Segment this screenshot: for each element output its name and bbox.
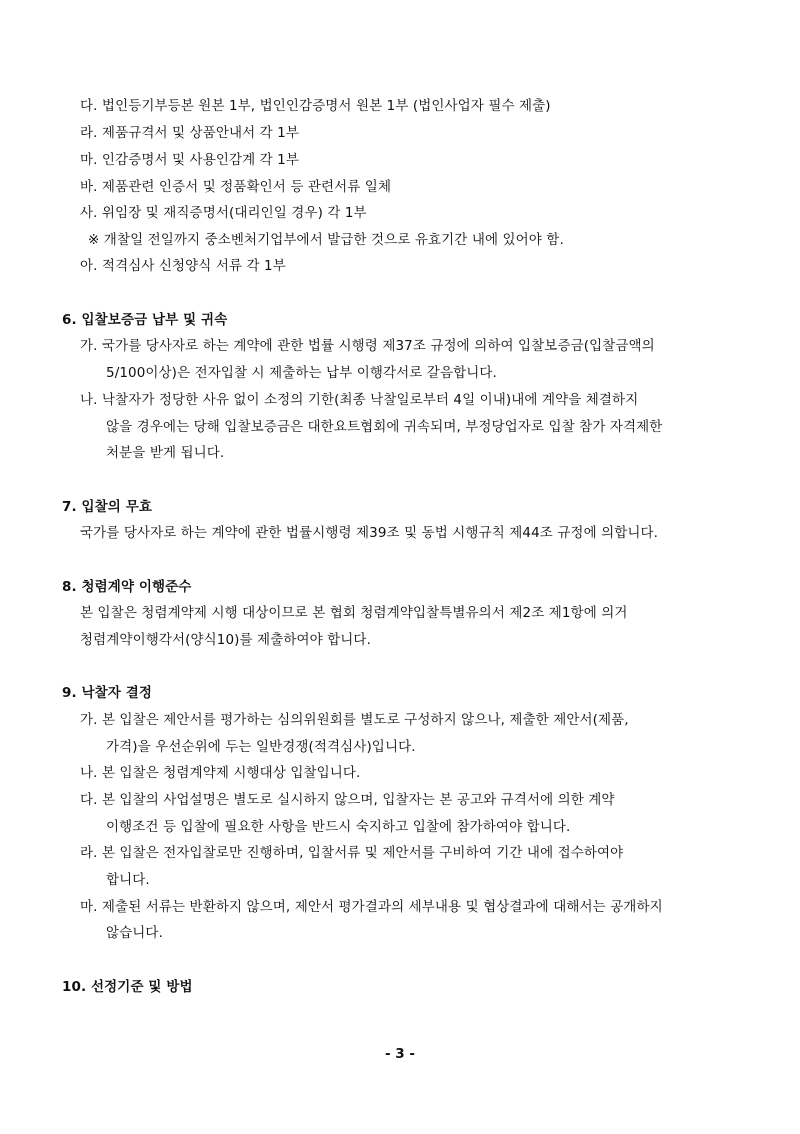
section9-line-5: 이행조건 등 입찰에 필요한 사항을 반드시 숙지하고 입찰에 참가하여야 합니다. xyxy=(106,819,571,835)
section9-line-8: 마. 제출된 서류는 반환하지 않으며, 제안서 평가결과의 세부내용 및 협상결과에 대해서는 공개하지 xyxy=(80,899,663,915)
section5-item-ma: 마. 인감증명서 및 사용인감계 각 1부 xyxy=(80,152,300,168)
section6-line-3: 나. 낙찰자가 정당한 사유 없이 소정의 기한(최종 낙찰일로부터 4일 이내)내에 계약을 체결하지 xyxy=(80,392,639,408)
section6-line-5: 처분을 받게 됩니다. xyxy=(106,445,225,461)
section10-heading: 10. 선정기준 및 방법 xyxy=(62,979,193,995)
section6-line-1: 가. 국가를 당사자로 하는 계약에 관한 법률 시행령 제37조 규정에 의하여 입찰보증금(입찰금액의 xyxy=(80,338,655,354)
section8-line-1: 본 입찰은 청렴계약제 시행 대상이므로 본 협회 청렴계약입찰특별유의서 제2조 제1항에 의거 xyxy=(80,605,628,621)
page-number: - 3 - xyxy=(385,1046,415,1062)
section5-item-ra: 라. 제품규격서 및 상품안내서 각 1부 xyxy=(80,125,300,141)
section9-line-1: 가. 본 입찰은 제안서를 평가하는 심의위원회를 별도로 구성하지 않으나, 제출한 제안서(제품, xyxy=(80,712,629,728)
section9-line-6: 라. 본 입찰은 전자입찰로만 진행하며, 입찰서류 및 제안서를 구비하여 기간 내에 접수하여야 xyxy=(80,845,624,861)
section5-item-da: 다. 법인등기부등본 원본 1부, 법인인감증명서 원본 1부 (법인사업자 필수 제출) xyxy=(80,98,551,114)
section6-heading: 6. 입찰보증금 납부 및 귀속 xyxy=(62,312,228,328)
section6-line-4: 않을 경우에는 당해 입찰보증금은 대한요트협회에 귀속되며, 부정당업자로 입찰 참가 자격제한 xyxy=(106,419,663,435)
section9-line-9: 않습니다. xyxy=(106,925,163,941)
section9-line-2: 가격)을 우선순위에 두는 일반경쟁(적격심사)입니다. xyxy=(106,739,416,755)
section5-item-sa: 사. 위임장 및 재직증명서(대리인일 경우) 각 1부 xyxy=(80,205,367,221)
section5-note: ※ 개찰일 전일까지 중소벤처기업부에서 발급한 것으로 유효기간 내에 있어야 함. xyxy=(88,232,564,248)
section7-line-1: 국가를 당사자로 하는 계약에 관한 법률시행령 제39조 및 동법 시행규칙 제44조 규정에 의합니다. xyxy=(80,525,659,541)
section5-item-a: 아. 적격심사 신청양식 서류 각 1부 xyxy=(80,258,286,274)
section5-item-ba: 바. 제품관련 인증서 및 정품확인서 등 관련서류 일체 xyxy=(80,179,392,195)
section9-line-7: 합니다. xyxy=(106,872,150,888)
section8-line-2: 청렴계약이행각서(양식10)를 제출하여야 합니다. xyxy=(80,632,371,648)
section6-line-2: 5/100이상)은 전자입찰 시 제출하는 납부 이행각서로 갈음합니다. xyxy=(106,365,497,381)
section9-line-4: 다. 본 입찰의 사업설명은 별도로 실시하지 않으며, 입찰자는 본 공고와 규격서에 의한 계약 xyxy=(80,792,615,808)
section9-line-3: 나. 본 입찰은 청렴계약제 시행대상 입찰입니다. xyxy=(80,765,361,781)
section7-heading: 7. 입찰의 무효 xyxy=(62,499,153,515)
section9-heading: 9. 낙찰자 결정 xyxy=(62,685,153,701)
section8-heading: 8. 청렴계약 이행준수 xyxy=(62,579,192,595)
